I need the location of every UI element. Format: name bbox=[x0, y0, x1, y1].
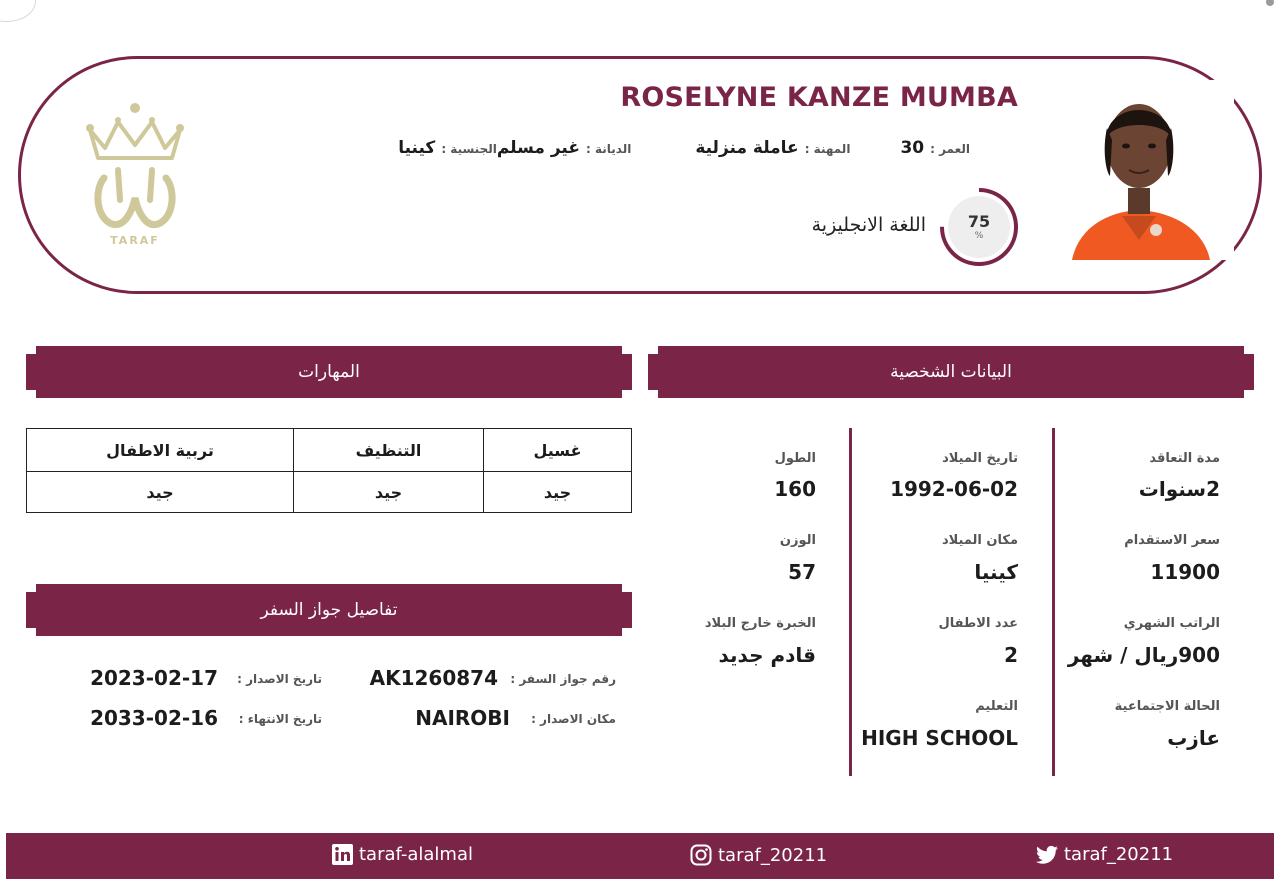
profession-label: المهنة : bbox=[804, 142, 851, 156]
language-percent-number: 75 bbox=[967, 212, 991, 231]
skill-value-childcare: جيد bbox=[27, 472, 294, 513]
instagram-icon bbox=[690, 844, 712, 866]
worker-name: ROSELYNE KANZE MUMBA bbox=[620, 82, 1018, 113]
religion-label: الديانة : bbox=[585, 142, 632, 156]
personal-banner bbox=[648, 346, 1254, 398]
corner-decoration bbox=[0, 0, 36, 22]
education-label: التعليم bbox=[975, 699, 1018, 714]
monthly-salary-label: الراتب الشهري bbox=[1123, 616, 1220, 631]
weight-value: 57 bbox=[788, 560, 816, 584]
skill-header-childcare: تربية الاطفال bbox=[27, 429, 294, 472]
expiry-date-label: تاريخ الانتهاء : bbox=[238, 712, 322, 726]
height-label: الطول bbox=[774, 451, 816, 466]
height-value: 160 bbox=[774, 477, 816, 501]
skills-banner bbox=[26, 346, 632, 398]
skills-value-row bbox=[27, 472, 632, 513]
column-divider bbox=[1052, 428, 1055, 776]
marital-status-label: الحالة الاجتماعية bbox=[1114, 699, 1220, 714]
birth-date-label: تاريخ الميلاد bbox=[942, 451, 1018, 466]
issue-place-label: مكان الاصدار : bbox=[531, 712, 616, 726]
instagram-handle: taraf_20211 bbox=[718, 844, 828, 866]
percent-symbol: % bbox=[974, 231, 984, 241]
nationality-field bbox=[398, 138, 497, 158]
nationality-value: كينيا bbox=[398, 138, 436, 158]
linkedin-handle: taraf-alalmal bbox=[359, 844, 473, 865]
age-label: العمر : bbox=[930, 142, 970, 156]
monthly-salary-value: 900ريال / شهر bbox=[1067, 643, 1220, 667]
contract-duration-value: 2سنوات bbox=[1138, 477, 1220, 501]
skills-header-row bbox=[27, 429, 632, 472]
column-divider bbox=[849, 428, 852, 776]
experience-abroad-label: الخبرة خارج البلاد bbox=[704, 616, 816, 631]
religion-value: غير مسلم bbox=[496, 138, 580, 158]
passport-number-label: رقم جواز السفر : bbox=[510, 672, 616, 686]
weight-label: الوزن bbox=[779, 533, 816, 548]
skill-header-washing: غسيل bbox=[484, 429, 632, 472]
language-label: اللغة الانجليزية bbox=[811, 214, 926, 236]
religion-field bbox=[497, 138, 695, 158]
linkedin-link[interactable] bbox=[332, 844, 473, 865]
skill-value-washing: جيد bbox=[484, 472, 632, 513]
profile-photo bbox=[1044, 80, 1234, 260]
skills-table bbox=[26, 428, 632, 513]
profession-field bbox=[695, 138, 900, 158]
twitter-handle: taraf_20211 bbox=[1064, 844, 1174, 865]
experience-abroad-value: قادم جديد bbox=[718, 643, 816, 667]
age-field bbox=[900, 138, 1018, 158]
children-count-value: 2 bbox=[1004, 643, 1018, 667]
skill-value-cleaning: جيد bbox=[294, 472, 484, 513]
passport-banner bbox=[26, 584, 632, 636]
contract-duration-label: مدة التعاقد bbox=[1149, 451, 1220, 466]
education-value: HIGH SCHOOL bbox=[861, 726, 1018, 750]
skill-header-cleaning: التنظيف bbox=[294, 429, 484, 472]
scroll-indicator bbox=[1266, 0, 1274, 6]
twitter-link[interactable] bbox=[1036, 844, 1173, 865]
passport-number-value: AK1260874 bbox=[369, 666, 498, 690]
logo-text: TARAF bbox=[110, 234, 160, 247]
birth-place-value: كينيا bbox=[974, 560, 1018, 584]
birth-place-label: مكان الميلاد bbox=[941, 533, 1018, 548]
recruitment-price-value: 11900 bbox=[1150, 560, 1220, 584]
passport-title: تفاصيل جواز السفر bbox=[260, 600, 398, 620]
profile-info-row bbox=[398, 138, 1018, 158]
children-count-label: عدد الاطفال bbox=[938, 616, 1018, 631]
twitter-icon bbox=[1036, 845, 1058, 865]
profession-value: عاملة منزلية bbox=[695, 138, 799, 158]
recruitment-price-label: سعر الاستقدام bbox=[1124, 533, 1220, 548]
issue-place-value: NAIROBI bbox=[415, 706, 510, 730]
age-value: 30 bbox=[900, 138, 925, 158]
marital-status-value: عازب bbox=[1167, 726, 1220, 750]
language-percent bbox=[938, 186, 1020, 268]
expiry-date-value: 2033-02-16 bbox=[90, 706, 218, 730]
taraf-logo bbox=[80, 100, 190, 250]
skills-title: المهارات bbox=[298, 362, 360, 382]
instagram-link[interactable] bbox=[690, 844, 827, 866]
personal-title: البيانات الشخصية bbox=[890, 362, 1012, 382]
issue-date-label: تاريخ الاصدار : bbox=[237, 672, 322, 686]
issue-date-value: 2023-02-17 bbox=[90, 666, 218, 690]
linkedin-icon bbox=[332, 844, 353, 865]
birth-date-value: 1992-06-02 bbox=[890, 477, 1018, 501]
nationality-label: الجنسية : bbox=[441, 142, 497, 156]
